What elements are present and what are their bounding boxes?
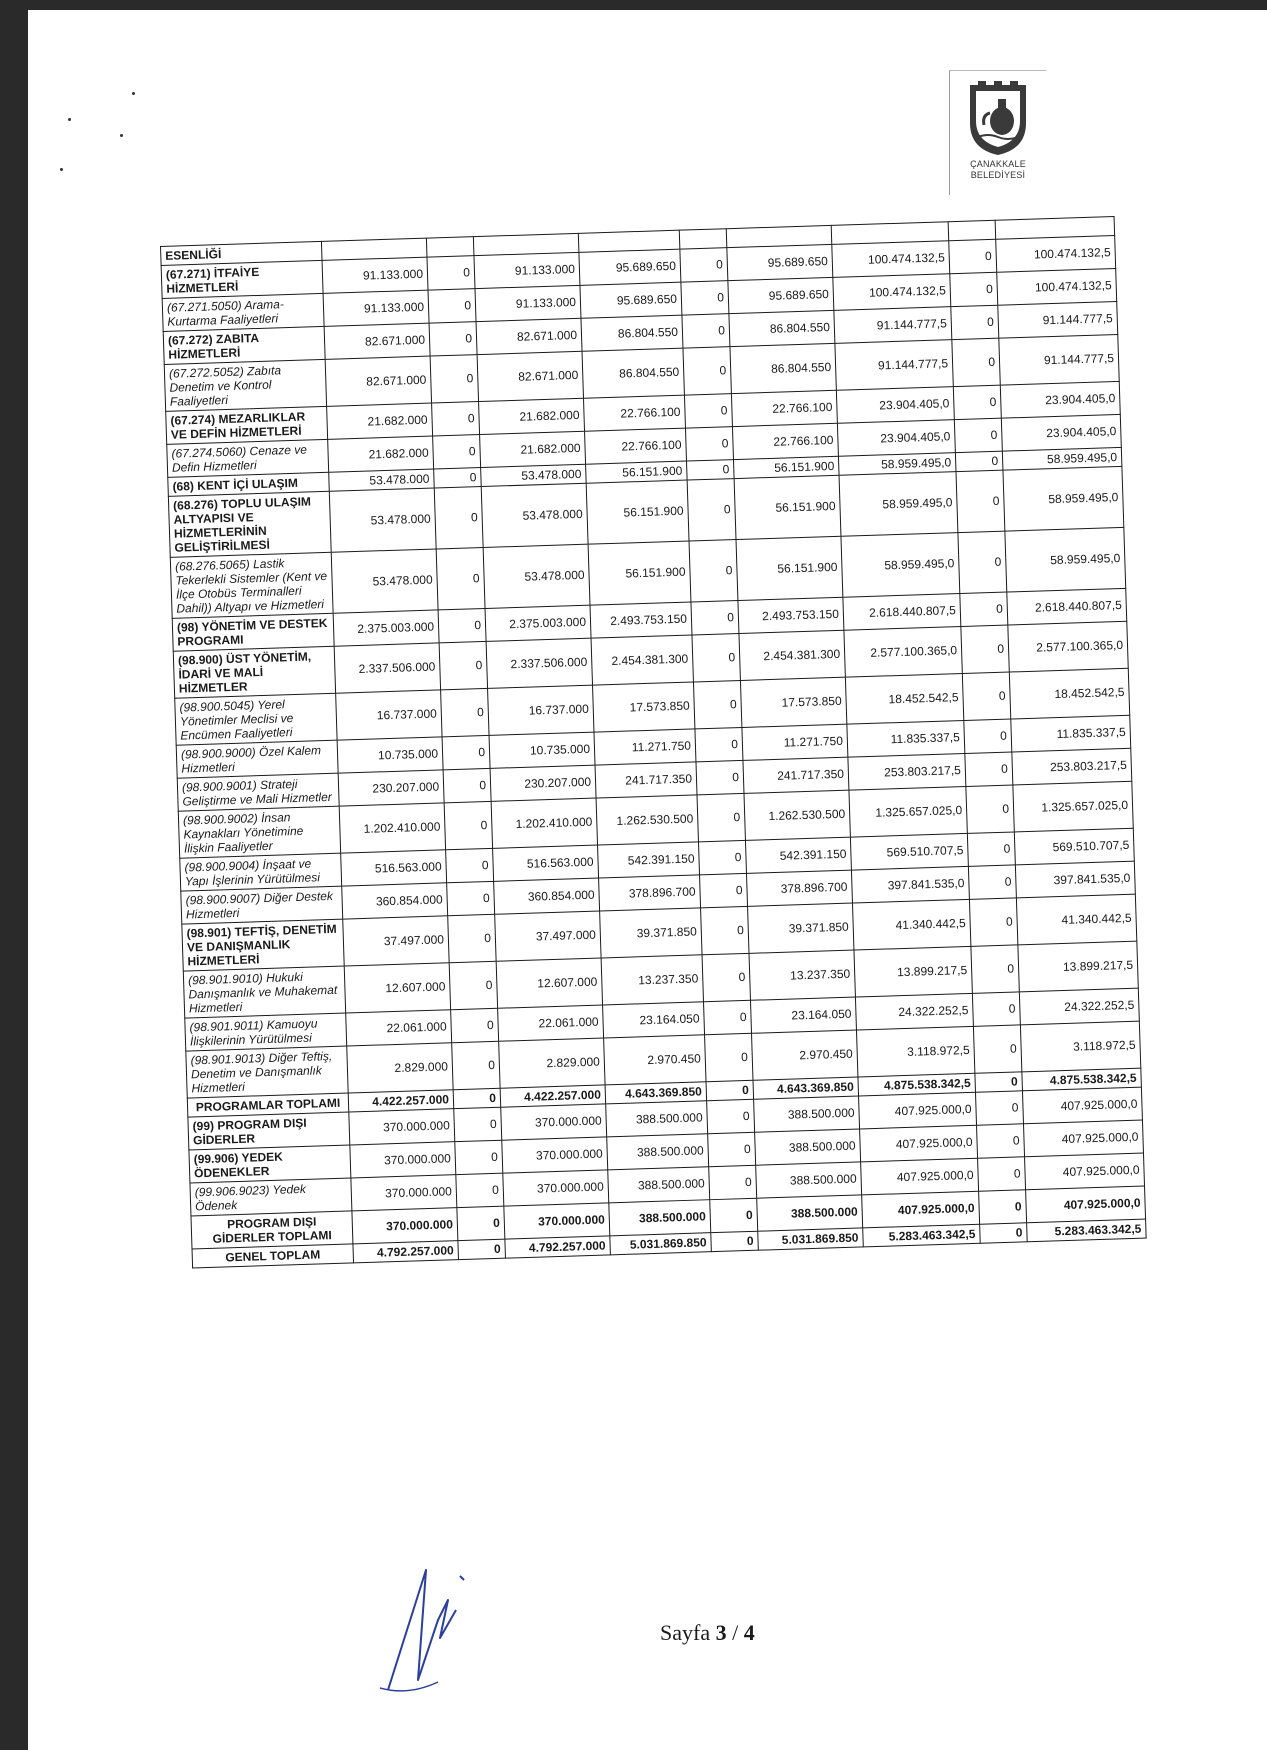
row-label-cell: (67.272) ZABITA HİZMETLERİ — [163, 326, 325, 364]
value-cell: 17.573.850 — [740, 677, 846, 727]
value-cell: 4.422.257.000 — [348, 1090, 454, 1112]
row-label-cell: (98.900.9007) Diğer Destek Hizmetleri — [181, 886, 343, 924]
value-cell: 2.829.000 — [499, 1038, 605, 1088]
value-cell: 91.144.777,5 — [999, 334, 1119, 385]
value-cell: 95.689.650 — [580, 282, 682, 318]
value-cell — [948, 220, 996, 240]
value-cell: 95.689.650 — [728, 277, 834, 313]
value-cell: 0 — [950, 272, 998, 306]
value-cell: 0 — [967, 832, 1015, 866]
value-cell: 0 — [693, 680, 741, 728]
row-label-cell: (98.900.9004) İnşaat ve Yapı İşlerinin Yürütülmesi — [180, 853, 342, 891]
value-cell: 0 — [977, 1124, 1025, 1158]
value-cell: 0 — [979, 1190, 1027, 1224]
value-cell: 0 — [680, 248, 728, 282]
value-cell: 2.970.450 — [604, 1035, 706, 1085]
value-cell: 542.391.150 — [598, 842, 700, 878]
value-cell: 253.803.217,5 — [1012, 748, 1132, 785]
row-label-cell: (98.900.9002) İnsan Kaynakları Yönetimine İlişkin Faaliyetler — [178, 806, 340, 858]
value-cell: 2.375.003.000 — [485, 605, 591, 641]
value-cell: 0 — [965, 752, 1013, 786]
value-cell: 2.970.450 — [752, 1030, 858, 1080]
value-cell: 21.682.000 — [328, 436, 434, 472]
value-cell: 82.671.000 — [325, 356, 431, 406]
value-cell: 53.478.000 — [329, 469, 435, 491]
value-cell: 2.337.506.000 — [334, 643, 440, 693]
value-cell: 0 — [956, 470, 1005, 532]
value-cell: 370.000.000 — [349, 1109, 455, 1145]
logo-line-1: ÇANAKKALE — [970, 159, 1026, 169]
value-cell: 0 — [952, 338, 1000, 386]
value-cell: 0 — [453, 1088, 501, 1108]
value-cell: 0 — [697, 793, 745, 841]
value-cell: 21.682.000 — [480, 431, 586, 467]
value-cell: 23.164.050 — [750, 997, 856, 1033]
value-cell: 82.671.000 — [324, 323, 430, 359]
value-cell: 0 — [444, 801, 492, 849]
value-cell: 21.682.000 — [479, 398, 585, 434]
signature-scribble — [378, 1560, 468, 1700]
value-cell: 0 — [432, 402, 480, 436]
value-cell: 253.803.217,5 — [848, 753, 966, 790]
page-number — [660, 1620, 755, 1646]
value-cell: 2.493.753.150 — [738, 597, 844, 633]
value-cell: 39.371.850 — [600, 908, 702, 958]
value-cell: 0 — [427, 256, 475, 290]
value-cell: 0 — [433, 435, 481, 469]
value-cell: 569.510.707,5 — [1014, 828, 1134, 865]
value-cell: 0 — [438, 608, 486, 642]
value-cell: 1.325.657.025,0 — [1013, 781, 1133, 832]
value-cell: 5.031.869.850 — [758, 1228, 864, 1250]
value-cell: 0 — [949, 239, 997, 273]
value-cell: 21.682.000 — [327, 403, 433, 439]
value-cell: 16.737.000 — [488, 685, 594, 735]
row-label-cell: (99.906.9023) Yedek Ödenek — [190, 1178, 352, 1216]
value-cell: 4.875.538.342,5 — [858, 1073, 976, 1096]
value-cell: 0 — [441, 688, 489, 736]
value-cell: 56.151.900 — [586, 461, 688, 483]
value-cell: 407.925.000,0 — [1026, 1186, 1146, 1223]
value-cell: 37.497.000 — [343, 916, 449, 966]
value-cell: 0 — [430, 355, 478, 403]
value-cell: 370.000.000 — [503, 1170, 609, 1206]
value-cell: 24.322.252,5 — [1019, 988, 1139, 1025]
value-cell: 0 — [700, 873, 748, 907]
value-cell: 37.497.000 — [495, 911, 601, 961]
value-cell: 82.671.000 — [476, 318, 582, 354]
value-cell: 22.766.100 — [731, 390, 837, 426]
value-cell: 0 — [707, 1099, 755, 1133]
municipality-logo — [949, 70, 1046, 195]
page-total: 4 — [743, 1620, 755, 1645]
value-cell: 0 — [958, 531, 1007, 593]
value-cell: 0 — [705, 1033, 753, 1081]
value-cell: 360.854.000 — [342, 883, 448, 919]
value-cell: 0 — [964, 719, 1012, 753]
value-cell — [426, 237, 474, 257]
value-cell: 4.643.369.850 — [753, 1077, 859, 1099]
value-cell: 0 — [434, 487, 483, 549]
value-cell: 58.959.495,0 — [1003, 466, 1124, 531]
value-cell: 1.202.410.000 — [339, 803, 445, 853]
row-label-cell: (68) KENT İÇİ ULAŞIM — [168, 472, 330, 496]
budget-table-wrap — [160, 216, 1147, 1268]
value-cell: 10.735.000 — [489, 732, 595, 768]
logo-line-2: BELEDİYESİ — [970, 170, 1026, 180]
row-label-cell: (67.272.5052) Zabıta Denetim ve Kontrol Faaliyetleri — [164, 359, 326, 411]
value-cell: 58.959.495,0 — [838, 453, 956, 476]
value-cell: 53.478.000 — [329, 488, 436, 552]
value-cell: 0 — [458, 1239, 506, 1259]
value-cell: 3.118.972,5 — [1020, 1021, 1140, 1072]
row-label-cell: (68.276) TOPLU ULAŞIM ALTYAPISI VE HİZMETLERİNİN GELİŞTİRİLMESİ — [168, 491, 331, 557]
value-cell: 0 — [442, 735, 490, 769]
value-cell: 18.452.542,5 — [845, 674, 963, 725]
value-cell: 0 — [685, 427, 733, 461]
value-cell: 2.829.000 — [347, 1043, 453, 1093]
value-cell: 0 — [434, 468, 482, 488]
value-cell: 100.474.132,5 — [997, 268, 1117, 305]
value-cell: 100.474.132,5 — [833, 274, 951, 311]
value-cell: 0 — [695, 727, 743, 761]
value-cell: 2.493.753.150 — [590, 602, 692, 638]
value-cell: 0 — [696, 760, 744, 794]
value-cell: 0 — [702, 953, 750, 1001]
value-cell: 58.959.495,0 — [839, 472, 958, 537]
value-cell: 10.735.000 — [337, 737, 443, 773]
value-cell: 388.500.000 — [756, 1162, 862, 1198]
value-cell: 0 — [683, 347, 731, 395]
value-cell: 0 — [961, 625, 1009, 673]
value-cell: 12.607.000 — [496, 958, 602, 1008]
value-cell: 0 — [951, 305, 999, 339]
value-cell: 86.804.550 — [730, 343, 836, 393]
value-cell: 41.340.442,5 — [852, 899, 970, 950]
value-cell: 0 — [969, 898, 1017, 946]
value-cell: 388.500.000 — [606, 1101, 708, 1137]
value-cell: 17.573.850 — [593, 682, 695, 732]
value-cell: 13.899.217,5 — [1018, 941, 1138, 992]
row-label-cell: (98.901.9013) Diğer Teftiş, Denetim ve Danışmanlık Hizmetleri — [186, 1046, 348, 1098]
value-cell: 58.959.495,0 — [1002, 447, 1122, 470]
value-cell: 0 — [980, 1223, 1028, 1243]
castle-emblem-icon — [966, 77, 1030, 157]
value-cell: 241.717.350 — [743, 757, 849, 793]
row-label-cell: (67.271.5050) Arama-Kurtarma Faaliyetleri — [162, 293, 324, 331]
value-cell: 0 — [975, 1091, 1023, 1125]
value-cell: 56.151.900 — [733, 456, 839, 478]
value-cell: 13.237.350 — [749, 950, 855, 1000]
value-cell: 22.766.100 — [732, 423, 838, 459]
budget-table-body — [161, 217, 1147, 1268]
value-cell: 91.144.777,5 — [998, 301, 1118, 338]
value-cell: 0 — [429, 322, 477, 356]
row-label-cell: (98.901.9010) Hukuki Danışmanlık ve Muhakemat Hizmetleri — [183, 966, 345, 1018]
budget-table — [160, 216, 1147, 1268]
value-cell: 11.271.750 — [742, 724, 848, 760]
value-cell: 0 — [960, 592, 1008, 626]
row-label-cell: PROGRAMLAR TOPLAMI — [187, 1093, 349, 1117]
logo-text — [950, 159, 1046, 181]
value-cell: 3.118.972,5 — [856, 1026, 974, 1077]
value-cell: 86.804.550 — [729, 310, 835, 346]
value-cell: 388.500.000 — [608, 1167, 710, 1203]
value-cell: 0 — [447, 881, 495, 915]
value-cell: 22.061.000 — [498, 1005, 604, 1041]
value-cell: 0 — [692, 634, 740, 682]
value-cell: 0 — [687, 460, 735, 480]
row-label-cell: (68.276.5065) Lastik Tekerlekli Sistemler (Kent ve İlçe Otobüs Terminalleri Dahil)) Altyapı ve Hizmetleri — [170, 552, 333, 618]
value-cell: 39.371.850 — [748, 903, 854, 953]
value-cell: 12.607.000 — [344, 963, 450, 1013]
value-cell: 13.899.217,5 — [854, 946, 972, 997]
value-cell: 407.925.000,0 — [860, 1125, 978, 1162]
value-cell: 23.904.405,0 — [836, 387, 954, 424]
value-cell: 2.577.100.365,0 — [1008, 621, 1128, 672]
value-cell: 370.000.000 — [504, 1203, 610, 1239]
value-cell: 11.835.337,5 — [847, 720, 965, 757]
value-cell: 58.959.495,0 — [841, 533, 960, 598]
value-cell: 0 — [439, 641, 487, 689]
value-cell: 4.643.369.850 — [605, 1082, 707, 1104]
value-cell: 0 — [457, 1206, 505, 1240]
value-cell: 23.904.405,0 — [1000, 381, 1120, 418]
value-cell: 1.262.530.500 — [596, 795, 698, 845]
page-prefix: Sayfa — [660, 1620, 711, 1645]
value-cell: 86.804.550 — [582, 348, 684, 398]
value-cell: 1.262.530.500 — [744, 790, 850, 840]
row-label-cell: (98.900) ÜST YÖNETİM, İDARİ VE MALİ HİZMETLER — [173, 646, 335, 698]
value-cell: 23.904.405,0 — [837, 420, 955, 457]
value-cell: 0 — [443, 768, 491, 802]
value-cell: 370.000.000 — [352, 1208, 458, 1244]
value-cell: 0 — [968, 865, 1016, 899]
value-cell: 542.391.150 — [745, 837, 851, 873]
value-cell: 100.474.132,5 — [832, 241, 950, 278]
value-cell: 58.959.495,0 — [1005, 527, 1126, 592]
value-cell: 53.478.000 — [481, 464, 587, 486]
value-cell: 370.000.000 — [350, 1142, 456, 1178]
value-cell: 53.478.000 — [331, 549, 438, 613]
row-label-cell: (67.274.5060) Cenaze ve Defin Hizmetleri — [167, 439, 329, 477]
value-cell: 86.804.550 — [581, 315, 683, 351]
value-cell: 370.000.000 — [351, 1175, 457, 1211]
value-cell: 0 — [448, 914, 496, 962]
value-cell: 0 — [691, 601, 739, 635]
row-label-cell: (98) YÖNETİM VE DESTEK PROGRAMI — [172, 613, 334, 651]
value-cell: 397.841.535,0 — [851, 866, 969, 903]
row-label-cell: (98.900.5045) Yerel Yönetimler Meclisi ve Encümen Faaliyetleri — [175, 693, 337, 745]
value-cell: 0 — [701, 906, 749, 954]
row-label-cell: PROGRAM DIŞI GİDERLER TOPLAMI — [191, 1211, 353, 1249]
value-cell: 407.925.000,0 — [859, 1092, 977, 1129]
value-cell: 0 — [709, 1165, 757, 1199]
value-cell: 0 — [436, 547, 485, 609]
value-cell: 2.337.506.000 — [486, 638, 592, 688]
signature — [378, 1560, 468, 1705]
value-cell: 0 — [456, 1173, 504, 1207]
value-cell: 56.151.900 — [586, 480, 689, 544]
value-cell: 41.340.442,5 — [1016, 894, 1136, 945]
value-cell: 56.151.900 — [736, 536, 843, 600]
row-label-cell: (99) PROGRAM DIŞI GİDERLER — [188, 1112, 350, 1150]
row-label-cell: (67.271) İTFAİYE HİZMETLERİ — [161, 260, 323, 298]
value-cell: 100.474.132,5 — [996, 236, 1116, 273]
value-cell: 0 — [706, 1080, 754, 1100]
value-cell: 23.904.405,0 — [1001, 414, 1121, 451]
value-cell: 22.766.100 — [583, 395, 685, 431]
row-label-cell: ESENLİĞİ — [161, 241, 323, 265]
value-cell: 407.925.000,0 — [1023, 1120, 1143, 1157]
value-cell: 2.618.440.807,5 — [1007, 588, 1127, 625]
value-cell: 241.717.350 — [595, 762, 697, 798]
value-cell: 0 — [973, 1025, 1021, 1073]
value-cell: 82.671.000 — [477, 351, 583, 401]
value-cell: 230.207.000 — [338, 770, 444, 806]
value-cell: 0 — [953, 385, 1001, 419]
value-cell: 0 — [451, 1008, 499, 1042]
row-label-cell: (98.900.9001) Strateji Geliştirme ve Mali Hizmetler — [177, 773, 339, 811]
value-cell: 95.689.650 — [579, 249, 681, 285]
value-cell: 0 — [682, 314, 730, 348]
value-cell: 4.792.257.000 — [505, 1236, 611, 1258]
value-cell: 388.500.000 — [757, 1195, 863, 1231]
page-current: 3 — [715, 1620, 727, 1645]
value-cell: 53.478.000 — [483, 544, 590, 608]
value-cell: 91.133.000 — [322, 257, 428, 293]
value-cell: 360.854.000 — [494, 878, 600, 914]
row-label-cell: (99.906) YEDEK ÖDENEKLER — [189, 1145, 351, 1183]
value-cell: 407.925.000,0 — [1025, 1153, 1145, 1190]
value-cell: 0 — [455, 1140, 503, 1174]
value-cell: 4.875.538.342,5 — [1022, 1068, 1142, 1091]
value-cell: 0 — [710, 1198, 758, 1232]
value-cell — [679, 229, 727, 249]
value-cell: 0 — [955, 451, 1003, 471]
value-cell: 5.283.463.342,5 — [863, 1224, 981, 1247]
value-cell: 4.422.257.000 — [500, 1085, 606, 1107]
value-cell: 388.500.000 — [609, 1200, 711, 1236]
value-cell: 4.792.257.000 — [353, 1241, 459, 1263]
value-cell: 0 — [449, 961, 497, 1009]
value-cell: 0 — [954, 418, 1002, 452]
value-cell: 91.133.000 — [474, 252, 580, 288]
value-cell: 388.500.000 — [755, 1129, 861, 1165]
value-cell: 0 — [698, 840, 746, 874]
value-cell: 407.925.000,0 — [1022, 1087, 1142, 1124]
value-cell: 1.202.410.000 — [491, 798, 597, 848]
value-cell: 2.618.440.807,5 — [843, 594, 961, 631]
value-cell: 0 — [684, 394, 732, 428]
value-cell: 516.563.000 — [493, 845, 599, 881]
value-cell: 569.510.707,5 — [850, 833, 968, 870]
value-cell: 0 — [452, 1041, 500, 1089]
value-cell: 56.151.900 — [588, 541, 691, 605]
value-cell: 370.000.000 — [502, 1137, 608, 1173]
page-separator: / — [732, 1620, 739, 1645]
value-cell: 91.133.000 — [323, 290, 429, 326]
value-cell: 0 — [428, 289, 476, 323]
value-cell: 388.500.000 — [607, 1134, 709, 1170]
value-cell: 0 — [975, 1072, 1023, 1092]
value-cell: 56.151.900 — [734, 475, 841, 539]
value-cell: 407.925.000,0 — [861, 1158, 979, 1195]
value-cell: 11.271.750 — [594, 729, 696, 765]
value-cell: 2.577.100.365,0 — [844, 627, 962, 678]
value-cell: 0 — [689, 540, 738, 602]
value-cell: 16.737.000 — [336, 690, 442, 740]
value-cell: 0 — [704, 1000, 752, 1034]
value-cell: 407.925.000,0 — [862, 1191, 980, 1228]
value-cell: 2.454.381.300 — [591, 635, 693, 685]
value-cell: 0 — [681, 281, 729, 315]
value-cell: 0 — [711, 1231, 759, 1251]
row-label-cell: (98.900.9000) Özel Kalem Hizmetleri — [176, 740, 338, 778]
value-cell: 397.841.535,0 — [1015, 861, 1135, 898]
value-cell: 5.283.463.342,5 — [1027, 1219, 1147, 1242]
value-cell: 388.500.000 — [754, 1096, 860, 1132]
value-cell: 516.563.000 — [341, 850, 447, 886]
value-cell: 22.061.000 — [346, 1010, 452, 1046]
row-label-cell: (98.901.9011) Kamuoyu İlişkilerinin Yürütülmesi — [185, 1013, 347, 1051]
value-cell: 0 — [454, 1107, 502, 1141]
value-cell: 18.452.542,5 — [1009, 668, 1129, 719]
value-cell: 1.325.657.025,0 — [849, 786, 967, 837]
value-cell: 0 — [962, 672, 1010, 720]
value-cell: 370.000.000 — [501, 1104, 607, 1140]
value-cell: 13.237.350 — [601, 955, 703, 1005]
value-cell: 378.896.700 — [599, 875, 701, 911]
value-cell: 91.144.777,5 — [834, 307, 952, 344]
value-cell: 230.207.000 — [490, 765, 596, 801]
value-cell: 22.766.100 — [585, 428, 687, 464]
value-cell: 95.689.650 — [727, 244, 833, 280]
value-cell: 0 — [972, 992, 1020, 1026]
value-cell: 53.478.000 — [481, 483, 588, 547]
value-cell: 91.144.777,5 — [835, 340, 953, 391]
value-cell: 91.133.000 — [475, 285, 581, 321]
value-cell: 0 — [978, 1157, 1026, 1191]
value-cell: 378.896.700 — [746, 870, 852, 906]
value-cell: 0 — [966, 785, 1014, 833]
value-cell: 2.375.003.000 — [333, 610, 439, 646]
value-cell: 0 — [971, 945, 1019, 993]
row-label-cell: GENEL TOPLAM — [192, 1244, 354, 1268]
value-cell: 23.164.050 — [603, 1002, 705, 1038]
value-cell: 0 — [446, 848, 494, 882]
value-cell: 11.835.337,5 — [1011, 715, 1131, 752]
value-cell: 24.322.252,5 — [855, 993, 973, 1030]
row-label-cell: (98.901) TEFTİŞ, DENETİM VE DANIŞMANLIK HİZMETLERİ — [182, 919, 344, 971]
value-cell: 0 — [708, 1132, 756, 1166]
value-cell: 5.031.869.850 — [610, 1233, 712, 1255]
row-label-cell: (67.274) MEZARLIKLAR VE DEFİN HİZMETLERİ — [166, 406, 328, 444]
value-cell: 0 — [687, 479, 736, 541]
value-cell: 2.454.381.300 — [739, 630, 845, 680]
